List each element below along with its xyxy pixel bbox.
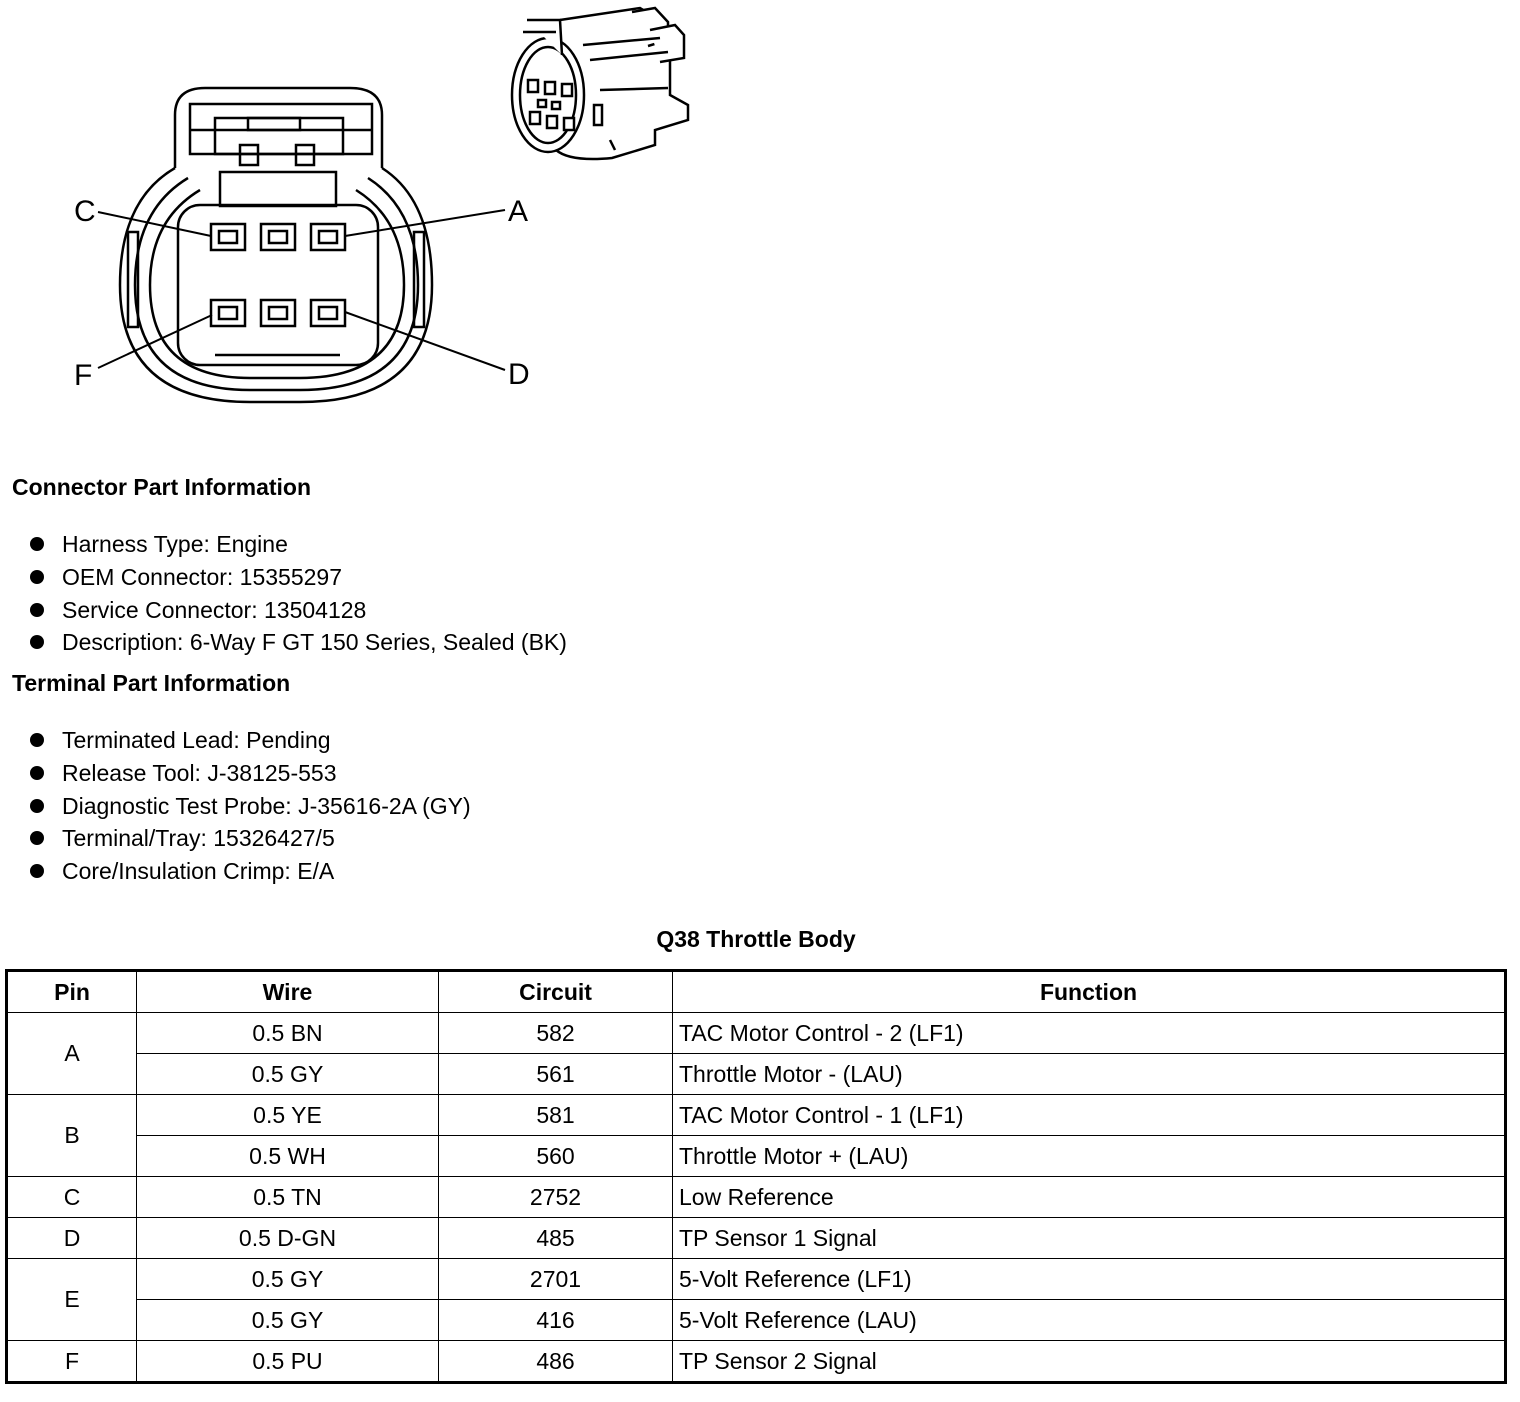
terminal-info-list [28,724,471,888]
list-item-text: Harness Type: Engine [62,531,288,557]
bullet-icon [30,766,44,780]
header-pin: Pin [7,971,137,1013]
bullet-icon [30,799,44,813]
cell-function: TAC Motor Control - 2 (LF1) [673,1013,1506,1054]
pin-label-a: A [508,195,529,228]
cell-function: Throttle Motor + (LAU) [673,1136,1506,1177]
connector-housing-outline [120,88,432,402]
list-item [28,822,471,855]
list-item-text: Terminal/Tray: 15326427/5 [62,825,335,852]
pin-label-c: C [74,195,96,228]
cell-function: TP Sensor 2 Signal [673,1341,1506,1383]
cell-function: TP Sensor 1 Signal [673,1218,1506,1259]
list-item [28,594,567,627]
list-item-text: Release Tool: J-38125-553 [62,759,337,786]
list-item [28,724,471,757]
cell-pin: C [7,1177,137,1218]
cell-wire: 0.5 PU [137,1341,439,1383]
header-circuit: Circuit [439,971,673,1013]
list-item-text: Terminated Lead: Pending [62,727,331,753]
table-row [7,1259,1506,1300]
bullet-icon [30,733,44,747]
cell-circuit: 582 [439,1013,673,1054]
terminal-cavities [211,224,345,326]
cell-pin: A [7,1013,137,1095]
table-row [7,1300,1506,1341]
table-row [7,1054,1506,1095]
table-title: Q38 Throttle Body [656,926,856,952]
list-item-text: OEM Connector: 15355297 [62,563,343,590]
table-row [7,1013,1506,1054]
cell-wire: 0.5 GY [137,1054,439,1095]
cell-circuit: 561 [439,1054,673,1095]
cell-pin: B [7,1095,137,1177]
cell-wire: 0.5 D-GN [137,1218,439,1259]
list-item [28,790,471,823]
list-item [28,561,567,594]
cell-function: 5-Volt Reference (LAU) [673,1300,1506,1341]
bullet-icon [30,537,44,551]
connector-3d-illustration [512,8,688,159]
table-row [7,1218,1506,1259]
terminal-info-heading: Terminal Part Information [12,670,291,696]
table-row [7,1136,1506,1177]
cell-circuit: 2752 [439,1177,673,1218]
cell-wire: 0.5 YE [137,1095,439,1136]
cell-pin: F [7,1341,137,1383]
pin-label-d: D [508,358,530,391]
bullet-icon [30,831,44,845]
cell-wire: 0.5 GY [137,1300,439,1341]
cell-pin: E [7,1259,137,1341]
table-body [7,1013,1506,1383]
cell-circuit: 486 [439,1341,673,1383]
cell-wire: 0.5 TN [137,1177,439,1218]
table-row [7,1095,1506,1136]
list-item-text: Service Connector: 13504128 [62,596,367,623]
list-item-text: Description: 6-Way F GT 150 Series, Sealed (BK) [62,629,567,656]
table-row [7,1177,1506,1218]
connector-info-list [28,528,567,659]
cell-function: 5-Volt Reference (LF1) [673,1259,1506,1300]
cell-circuit: 416 [439,1300,673,1341]
cell-function: Low Reference [673,1177,1506,1218]
list-item [28,855,471,888]
cell-function: TAC Motor Control - 1 (LF1) [673,1095,1506,1136]
list-item [28,528,567,561]
list-item [28,757,471,790]
list-item-text: Diagnostic Test Probe: J-35616-2A (GY) [62,792,471,819]
cell-circuit: 560 [439,1136,673,1177]
cell-wire: 0.5 WH [137,1136,439,1177]
bullet-icon [30,603,44,617]
bullet-icon [30,864,44,878]
cell-circuit: 581 [439,1095,673,1136]
table-header-row [7,971,1506,1013]
list-item [28,626,567,659]
header-wire: Wire [137,971,439,1013]
cell-circuit: 2701 [439,1259,673,1300]
table-row [7,1341,1506,1383]
cell-wire: 0.5 BN [137,1013,439,1054]
pin-label-f: F [74,359,93,392]
list-item-text: Core/Insulation Crimp: E/A [62,858,335,885]
connector-info-heading: Connector Part Information [12,474,312,500]
cell-wire: 0.5 GY [137,1259,439,1300]
bullet-icon [30,570,44,584]
cell-pin: D [7,1218,137,1259]
cell-function: Throttle Motor - (LAU) [673,1054,1506,1095]
cell-circuit: 485 [439,1218,673,1259]
pinout-table [5,969,1507,1384]
connector-face-diagram [0,0,720,430]
header-function: Function [673,971,1506,1013]
bullet-icon [30,635,44,649]
